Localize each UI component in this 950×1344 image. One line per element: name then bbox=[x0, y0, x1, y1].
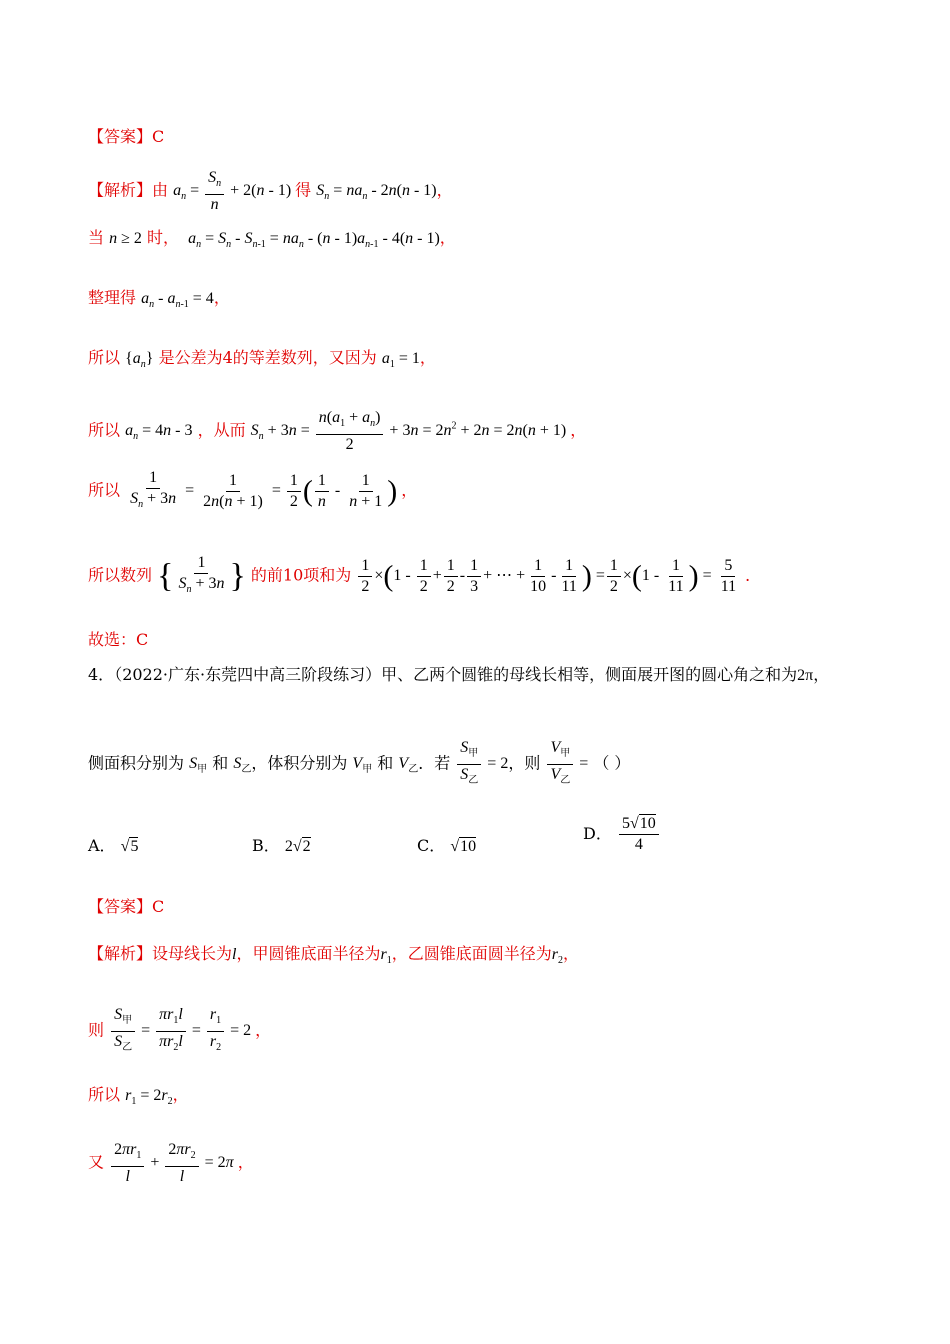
formula: { $\frac{1}{S_n + 3n}$ } bbox=[157, 554, 246, 596]
text: ，则 bbox=[508, 753, 541, 773]
text: 则 bbox=[88, 1020, 105, 1040]
formula: $\frac{1}{S_n + 3n}$ = $\frac{1}{2n(n + 1)}$ = $\frac{1}{2}$ ( $\frac{1}{n}$ - $\frac{1}{n + 1}$ ) bbox=[130, 469, 398, 511]
option-label: D． bbox=[583, 824, 612, 843]
option-value: $\frac{5√10}{4}$ bbox=[619, 814, 659, 855]
option-label: C． bbox=[417, 836, 446, 855]
text: 侧面积分别为 bbox=[88, 753, 185, 773]
question-4-stem-2 bbox=[88, 738, 630, 791]
radicand: 5 bbox=[130, 838, 139, 855]
text: 和 bbox=[212, 753, 229, 773]
text: ， bbox=[172, 1085, 189, 1104]
option-value: 2√2 bbox=[284, 838, 311, 855]
text: ，体积分别为 bbox=[251, 753, 348, 773]
analysis-line-1 bbox=[88, 168, 453, 215]
formula: $\{a_n\}$ bbox=[125, 350, 154, 371]
choose-text: 故选：C bbox=[88, 630, 149, 649]
text: 所以数列 bbox=[88, 565, 153, 585]
text: ，甲圆锥底面半径为 bbox=[236, 944, 381, 963]
analysis-line-2 bbox=[88, 228, 456, 255]
analysis-line-7 bbox=[88, 553, 761, 600]
formula: $\frac{2\pi r_1}{l}$ + $\frac{2\pi r_2}{l}$ = 2π bbox=[109, 1154, 238, 1171]
formula: 2π bbox=[797, 667, 814, 684]
option-c[interactable] bbox=[417, 836, 476, 857]
analysis-line-3 bbox=[88, 288, 230, 315]
text: ， bbox=[570, 420, 587, 440]
text: ， bbox=[439, 228, 456, 247]
text: 所以 bbox=[88, 480, 121, 500]
text: 甲、乙两个圆锥的母线长相等，侧面展开图的圆心角之和为 bbox=[381, 665, 798, 684]
formula: $V_乙$ bbox=[398, 755, 419, 776]
q4-analysis-line-2 bbox=[88, 1005, 271, 1058]
formula: $a_n - a_{n-1} = 4$ bbox=[141, 290, 214, 311]
option-d[interactable] bbox=[583, 814, 661, 855]
text: ， bbox=[813, 665, 830, 684]
question-source: （2022·广东·东莞四中高三阶段练习） bbox=[114, 665, 382, 684]
formula: $S_乙$ bbox=[233, 755, 252, 776]
formula: $\frac{1}{2}$ ×(1 - $\frac{1}{2}$ + $\frac{1}{2}$ - $\frac{1}{3}$ + ⋯ + $\frac{1}{10}$ - $\frac{1}{11}$ ) = $\frac{1}{2}$ ×(1 - $\frac{1}{11}$ ) = $\frac{5}{11}$ bbox=[356, 567, 745, 584]
answer-tag: 【答案】 bbox=[88, 897, 153, 916]
text: 当 bbox=[88, 228, 105, 247]
choose-line bbox=[88, 630, 148, 650]
formula: $V_甲$ bbox=[352, 755, 373, 776]
option-label: A． bbox=[88, 836, 116, 855]
formula: $S_甲$ bbox=[189, 755, 208, 776]
text: ， bbox=[436, 180, 453, 200]
text: 所以 bbox=[88, 348, 121, 367]
analysis-tag: 【解析】 bbox=[88, 180, 153, 200]
formula: $S_n + 3n$ = $\frac{n(a_1 + a_n)}{2}$ + $3n = 2n^2 + 2n = 2n(n + 1)$ bbox=[250, 409, 571, 454]
q4-analysis-line-4 bbox=[88, 1140, 254, 1187]
text: ， bbox=[401, 480, 418, 500]
option-value: √5 bbox=[120, 838, 139, 855]
formula: l bbox=[232, 946, 237, 963]
radicand: 10 bbox=[460, 838, 477, 855]
analysis-line-6 bbox=[88, 468, 417, 515]
question-number: 4． bbox=[88, 665, 115, 684]
option-a[interactable] bbox=[88, 836, 138, 857]
option-b[interactable] bbox=[252, 836, 311, 857]
option-label: B． bbox=[252, 836, 280, 855]
answer-line-q4 bbox=[88, 897, 164, 917]
formula: $r_1 = 2r_2$ bbox=[125, 1087, 173, 1108]
answer-value: C bbox=[152, 127, 165, 146]
analysis-line-5 bbox=[88, 408, 586, 455]
denominator: 4 bbox=[634, 836, 643, 853]
formula: n ≥ 2 bbox=[109, 230, 142, 247]
text: 时， bbox=[146, 228, 179, 247]
text: ， bbox=[213, 288, 230, 307]
coefficient: 2 bbox=[284, 838, 293, 855]
answer-blank: （ ） bbox=[593, 753, 631, 773]
text: ， bbox=[237, 1152, 254, 1172]
text: 的前10项和为 bbox=[250, 565, 352, 585]
radicand: 2 bbox=[302, 838, 311, 855]
text: ，从而 bbox=[197, 420, 246, 440]
text: 设母线长为 bbox=[152, 944, 233, 963]
text: ， bbox=[255, 1020, 272, 1040]
text: 得 bbox=[295, 180, 312, 200]
answer-line-q3 bbox=[88, 127, 164, 147]
formula: $\frac{S_甲}{S_乙}$ = $\frac{\pi r_1l}{\pi r_2l}$ = $\frac{r_1}{r_2}$ = 2 bbox=[109, 1022, 255, 1039]
text: ． bbox=[745, 565, 762, 585]
formula: $\frac{S_甲}{S_乙}$ = 2 bbox=[455, 755, 508, 772]
text: 由 bbox=[152, 180, 169, 200]
formula: $\frac{V_甲}{V_乙}$ = bbox=[545, 755, 588, 772]
text: 又 bbox=[88, 1152, 105, 1172]
formula: $a_1 = 1$ bbox=[381, 350, 420, 371]
analysis-line-4 bbox=[88, 348, 436, 375]
answer-tag: 【答案】 bbox=[88, 127, 153, 146]
option-value: √10 bbox=[450, 838, 477, 855]
text: 所以 bbox=[88, 1085, 121, 1104]
radicand: 10 bbox=[639, 815, 656, 832]
text: 所以 bbox=[88, 420, 121, 440]
question-4-stem bbox=[88, 665, 829, 686]
text: 是公差为4的等差数列，又因为 bbox=[158, 348, 377, 367]
formula: $S_n = na_n - 2n(n - 1)$ bbox=[316, 182, 437, 203]
formula: $r_2$ bbox=[551, 946, 563, 967]
text: ，乙圆锥底面圆半径为 bbox=[391, 944, 552, 963]
q4-analysis-line-1 bbox=[88, 944, 579, 971]
formula: $a_n = 4n - 3$ bbox=[125, 422, 193, 443]
text: 整理得 bbox=[88, 288, 137, 307]
q4-analysis-line-3 bbox=[88, 1085, 189, 1112]
text: ， bbox=[419, 348, 436, 367]
analysis-tag: 【解析】 bbox=[88, 944, 153, 963]
text: 和 bbox=[377, 753, 394, 773]
answer-value: C bbox=[152, 897, 165, 916]
coefficient: 5 bbox=[621, 815, 630, 832]
text: ．若 bbox=[418, 753, 451, 773]
formula: $a_n$ = $\frac{S_n}{n}$ + 2(n - 1) bbox=[173, 169, 296, 214]
text: ， bbox=[562, 944, 579, 963]
formula: $a_n = S_n - S_{n-1} = na_n - (n - 1)a_{n-1} - 4(n - 1)$ bbox=[188, 230, 440, 251]
formula: $r_1$ bbox=[380, 946, 392, 967]
